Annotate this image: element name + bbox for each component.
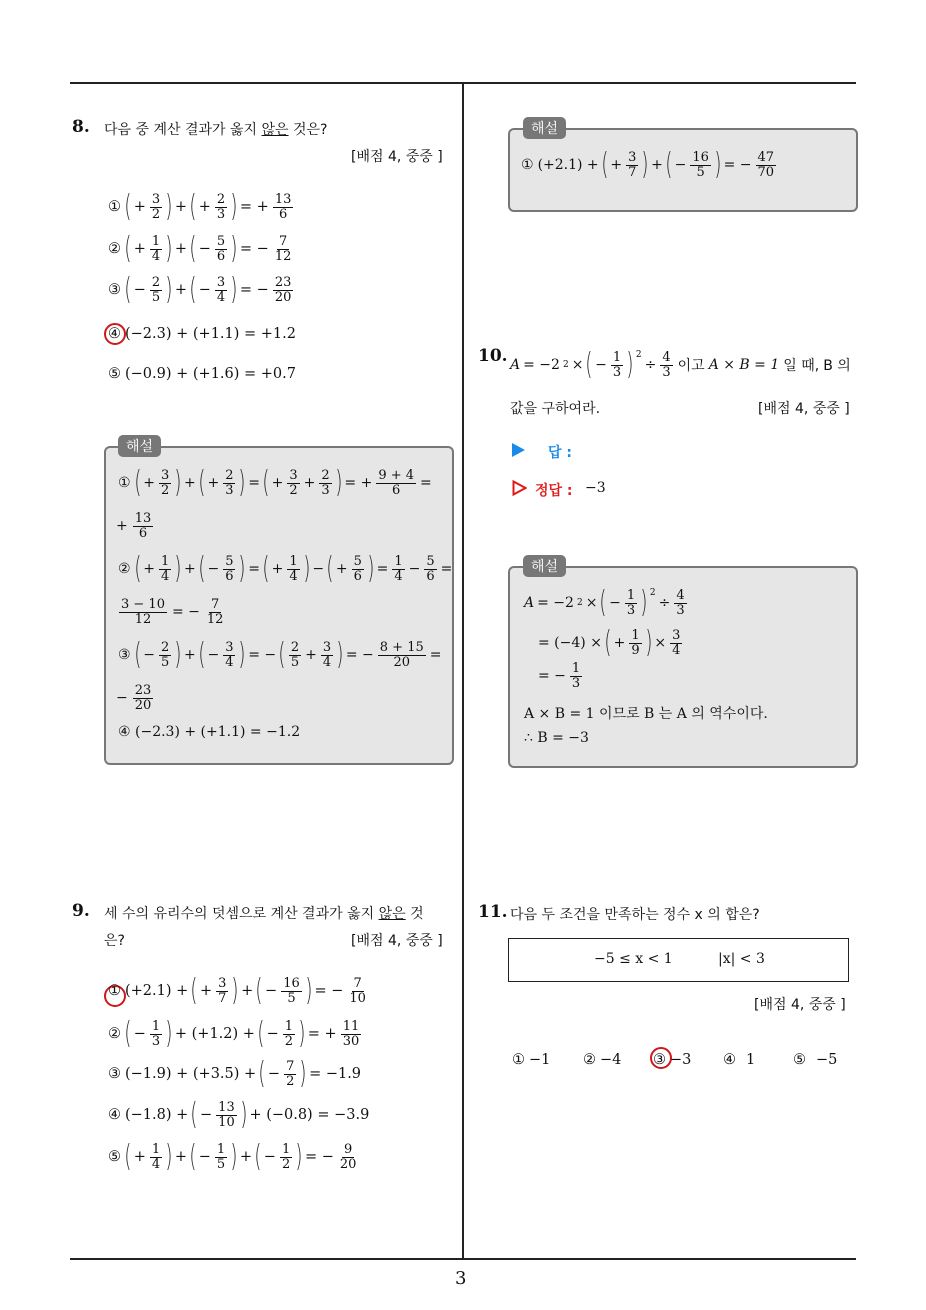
q8-sol-line3: ③ ( − $\frac{2}{5}$ ) + ( − $\frac{3}{4}$ ) = − ( $\frac{2}{5}$ + $\frac{3}{4}$ ) = − $\frac{8 + 15}{20}$ = xyxy=(118,637,442,672)
q10-correct-value: −3 xyxy=(585,480,606,496)
q9-option-5[interactable]: ⑤ ( + $\frac{1}{4}$ ) + ( − $\frac{1}{5}$ ) + ( − $\frac{1}{2}$ ) = − $\frac{9}{20}$ xyxy=(108,1139,357,1174)
q9-sol-line1: ① (+2.1) + ( + $\frac{3}{7}$ ) + ( − $\frac{16}{5}$ ) = − $\frac{47}{70}$ xyxy=(521,147,775,182)
q9-score: [배점 4, 중중 ] xyxy=(351,933,443,949)
outline-arrow-icon xyxy=(512,480,527,500)
q9-solution-tag: 해설 xyxy=(523,117,566,139)
q11-option-4[interactable]: ④ 1 xyxy=(723,1052,756,1068)
q10-sol-line4: A × B = 1 이므로 B 는 A 의 역수이다. xyxy=(524,706,768,722)
q9-option-2[interactable]: ② ( − $\frac{1}{3}$ ) + (+1.2) + ( − $\frac{1}{2}$ ) = + $\frac{11}{30}$ xyxy=(108,1016,360,1051)
q10-sol-line3: = − $\frac{1}{3}$ xyxy=(538,661,581,691)
q11-condition-2: |x| < 3 xyxy=(718,951,765,967)
q8-option-1[interactable]: ① ( + $\frac{3}{2}$ ) + ( + $\frac{2}{3}$ ) = + $\frac{13}{6}$ xyxy=(108,192,294,222)
q8-sol-line3-cont: − $\frac{23}{20}$ xyxy=(116,683,152,713)
play-arrow-icon xyxy=(512,443,525,457)
q10-correct-label: 정답 : xyxy=(535,483,573,499)
q8-score: [배점 4, 중중 ] xyxy=(351,149,443,165)
q10-solution-tag: 해설 xyxy=(523,555,566,577)
q8-option-3[interactable]: ③ ( − $\frac{2}{5}$ ) + ( − $\frac{3}{4}$ ) = − $\frac{23}{20}$ xyxy=(108,272,292,307)
q9-question-line2: 은? xyxy=(104,933,125,949)
q11-condition-box xyxy=(508,938,849,982)
q11-option-2[interactable]: ② −4 xyxy=(583,1052,622,1068)
q10-sol-line2: = (−4) × ( + $\frac{1}{9}$ ) × $\frac{3}{4}$ xyxy=(538,625,681,660)
q9-option-3[interactable]: ③ (−1.9) + (+3.5) + ( − $\frac{7}{2}$ ) = −1.9 xyxy=(108,1056,362,1091)
q8-option-1-expr: ( + $\frac{3}{2}$ ) + ( + $\frac{2}{3}$ ) = + $\frac{13}{6}$ xyxy=(124,189,292,224)
q11-option-3[interactable]: ③ −3 xyxy=(653,1052,692,1068)
q8-sol-line4: ④ (−2.3) + (+1.1) = −1.2 xyxy=(118,724,301,740)
q10-sol-line1: A = −2 2 × ( − $\frac{1}{3}$ ) $^2$ ÷ $\frac{4}{3}$ xyxy=(524,585,685,620)
q9-question-line1: 세 수의 유리수의 덧셈으로 계산 결과가 옳지 않은 것 xyxy=(104,906,424,922)
q9-number: 9. xyxy=(72,901,90,921)
q8-sol-line1-cont: + $\frac{13}{6}$ xyxy=(116,511,152,541)
q8-option-4[interactable]: ④ (−2.3) + (+1.1) = +1.2 xyxy=(108,326,296,342)
q11-question: 다음 두 조건을 만족하는 정수 x 의 합은? xyxy=(510,907,760,923)
q11-number: 11. xyxy=(478,902,508,922)
q11-condition-1: −5 ≤ x < 1 xyxy=(594,951,673,967)
q11-option-5[interactable]: ⑤ −5 xyxy=(793,1052,838,1068)
q8-sol-line1: ① ( + $\frac{3}{2}$ ) + ( + $\frac{2}{3}$ ) = ( + $\frac{3}{2}$ + $\frac{2}{3}$ ) = + $\frac{9 + 4}{6}$ = xyxy=(118,465,432,500)
q10-sol-line5: ∴ B = −3 xyxy=(524,730,589,746)
column-divider xyxy=(462,82,464,1259)
q8-sol-line2-cont: $\frac{3 - 10}{12}$ = − $\frac{7}{12}$ xyxy=(121,597,224,627)
q10-question-line1: A = −2 2 × ( − $\frac{1}{3}$ ) $^2$ ÷ $\frac{4}{3}$ 이고 A × B = 1 일 때, B 의 xyxy=(510,347,851,382)
q10-score: [배점 4, 중중 ] xyxy=(758,401,850,417)
q11-option-1[interactable]: ① −1 xyxy=(512,1052,551,1068)
q9-option-1[interactable]: ① (+2.1) + ( + $\frac{3}{7}$ ) + ( − $\frac{16}{5}$ ) = − $\frac{7}{10}$ xyxy=(108,973,366,1008)
q9-option-4[interactable]: ④ (−1.8) + ( − $\frac{13}{10}$ ) + (−0.8) = −3.9 xyxy=(108,1097,370,1132)
q10-question-line2: 값을 구하여라. xyxy=(510,401,601,417)
q8-solution-tag: 해설 xyxy=(118,435,161,457)
page-number: 3 xyxy=(455,1268,467,1289)
q8-question: 다음 중 계산 결과가 옳지 않은 것은? xyxy=(104,122,328,138)
q10-number: 10. xyxy=(478,346,508,366)
q8-sol-line2: ② ( + $\frac{1}{4}$ ) + ( − $\frac{5}{6}$ ) = ( + $\frac{1}{4}$ ) − ( + $\frac{5}{6}$ ) = $\frac{1}{4}$ − $\frac{5}{6}$ = xyxy=(118,551,453,586)
q11-score: [배점 4, 중중 ] xyxy=(754,997,846,1013)
bottom-rule xyxy=(70,1258,856,1260)
q8-number: 8. xyxy=(72,117,90,137)
q10-answer-label: 답 : xyxy=(548,445,572,461)
q8-option-5[interactable]: ⑤ (−0.9) + (+1.6) = +0.7 xyxy=(108,366,296,382)
q8-option-2[interactable]: ② ( + $\frac{1}{4}$ ) + ( − $\frac{5}{6}$ ) = − $\frac{7}{12}$ xyxy=(108,231,292,266)
